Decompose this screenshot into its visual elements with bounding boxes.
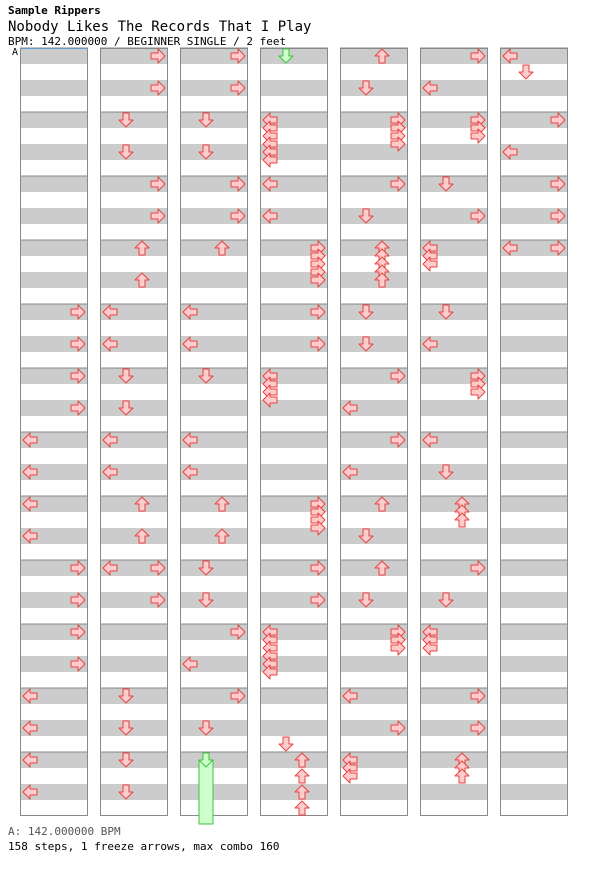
beat-stripe <box>500 656 568 672</box>
measure <box>20 48 88 96</box>
song-title: Nobody Likes The Records That I Play <box>8 19 312 35</box>
beat-stripe <box>340 528 408 544</box>
beat-stripe <box>500 80 568 96</box>
beat-stripe <box>100 624 168 640</box>
beat-stripe <box>340 560 408 576</box>
measure <box>20 112 88 160</box>
beat-stripe <box>100 656 168 672</box>
beat-stripe <box>340 784 408 800</box>
beat-stripe <box>340 592 408 608</box>
beat-stripe <box>500 464 568 480</box>
beat-stripe <box>100 144 168 160</box>
beat-stripe <box>500 304 568 320</box>
measure <box>100 752 168 800</box>
beat-stripe <box>500 784 568 800</box>
beat-stripe <box>260 752 328 768</box>
measure <box>100 112 168 160</box>
measure <box>500 752 568 800</box>
up-arrow-note <box>455 513 469 527</box>
beat-stripe <box>500 272 568 288</box>
chart-column <box>20 48 88 816</box>
beat-stripe <box>180 496 248 512</box>
beat-stripe <box>100 496 168 512</box>
beat-stripe <box>20 176 88 192</box>
beat-stripe <box>260 784 328 800</box>
up-arrow-note <box>295 769 309 783</box>
beat-stripe <box>340 656 408 672</box>
measure <box>340 496 408 544</box>
freeze-arrow-body <box>199 760 213 824</box>
beat-stripe <box>180 720 248 736</box>
beat-stripe <box>340 336 408 352</box>
chart-column <box>100 48 168 816</box>
beat-stripe <box>340 240 408 256</box>
measure <box>500 688 568 736</box>
measure <box>180 112 248 160</box>
measure <box>500 304 568 352</box>
beat-stripe <box>180 752 248 768</box>
beat-stripe <box>100 688 168 704</box>
beat-stripe <box>260 688 328 704</box>
measure <box>260 688 328 736</box>
beat-stripe <box>500 400 568 416</box>
measure <box>180 496 248 544</box>
beat-stripe <box>420 272 488 288</box>
beat-stripe <box>500 752 568 768</box>
beat-stripe <box>260 464 328 480</box>
measure <box>180 240 248 288</box>
beat-stripe <box>260 80 328 96</box>
chart-column <box>260 48 328 816</box>
measure <box>420 496 488 544</box>
measure <box>420 752 488 800</box>
bpm-marker-label: A <box>12 47 19 58</box>
beat-stripe <box>20 240 88 256</box>
beat-stripe <box>500 560 568 576</box>
beat-stripe <box>100 368 168 384</box>
measure <box>100 688 168 736</box>
beat-stripe <box>500 496 568 512</box>
beat-stripe <box>340 496 408 512</box>
measure <box>340 560 408 608</box>
measure <box>260 432 328 480</box>
beat-stripe <box>340 208 408 224</box>
measure <box>20 176 88 224</box>
chart-stats: 158 steps, 1 freeze arrows, max combo 160 <box>8 840 280 853</box>
beat-stripe <box>100 112 168 128</box>
beat-stripe <box>100 240 168 256</box>
beat-stripe <box>420 144 488 160</box>
measure <box>180 368 248 416</box>
beat-stripe <box>500 336 568 352</box>
bpm-legend: A: 142.000000 BPM <box>8 825 121 838</box>
beat-stripe <box>420 304 488 320</box>
beat-stripe <box>260 48 328 64</box>
up-arrow-note <box>295 801 309 815</box>
beat-stripe <box>20 272 88 288</box>
chart-column <box>340 48 408 816</box>
beat-stripe <box>180 528 248 544</box>
beat-stripe <box>500 368 568 384</box>
beat-stripe <box>340 48 408 64</box>
beat-stripe <box>180 560 248 576</box>
chart-column <box>500 48 568 816</box>
chart-column <box>180 48 248 824</box>
measure <box>500 432 568 480</box>
beat-stripe <box>420 656 488 672</box>
measure <box>500 624 568 672</box>
down-arrow-note <box>519 65 533 79</box>
measure <box>180 752 248 800</box>
beat-stripe <box>260 720 328 736</box>
beat-stripe <box>20 144 88 160</box>
measure <box>100 240 168 288</box>
beat-stripe <box>500 528 568 544</box>
beat-stripe <box>100 400 168 416</box>
measure <box>100 368 168 416</box>
beat-stripe <box>180 144 248 160</box>
song-artist: Sample Rippers <box>8 4 101 17</box>
beat-stripe <box>180 112 248 128</box>
up-arrow-note <box>455 769 469 783</box>
beat-stripe <box>180 400 248 416</box>
down-arrow-note <box>279 737 293 751</box>
beat-stripe <box>180 240 248 256</box>
beat-stripe <box>180 592 248 608</box>
measure <box>100 624 168 672</box>
beat-stripe <box>500 688 568 704</box>
beat-stripe <box>20 208 88 224</box>
measure <box>340 48 408 96</box>
measure <box>100 496 168 544</box>
beat-stripe <box>260 432 328 448</box>
beat-stripe <box>180 272 248 288</box>
beat-stripe <box>100 528 168 544</box>
chart-info: BPM: 142.000000 / BEGINNER SINGLE / 2 feet <box>8 35 287 48</box>
beat-stripe <box>340 272 408 288</box>
beat-stripe <box>420 400 488 416</box>
measure <box>500 496 568 544</box>
beat-stripe <box>500 592 568 608</box>
beat-stripe <box>20 80 88 96</box>
measure <box>500 368 568 416</box>
measure <box>20 240 88 288</box>
beat-stripe <box>420 752 488 768</box>
beat-stripe <box>180 784 248 800</box>
beat-stripe <box>500 432 568 448</box>
measure <box>340 240 408 288</box>
beat-stripe <box>20 112 88 128</box>
beat-stripe <box>100 720 168 736</box>
beat-stripe <box>340 304 408 320</box>
beat-stripe <box>340 80 408 96</box>
beat-stripe <box>420 496 488 512</box>
measure <box>260 752 328 800</box>
beat-stripe <box>500 720 568 736</box>
beat-stripe <box>420 528 488 544</box>
beat-stripe <box>100 272 168 288</box>
measure <box>260 48 328 96</box>
beat-stripe <box>180 368 248 384</box>
beat-stripe <box>420 592 488 608</box>
beat-stripe <box>420 784 488 800</box>
measure <box>500 560 568 608</box>
chart-column <box>420 48 488 816</box>
measure <box>180 560 248 608</box>
beat-stripe <box>500 624 568 640</box>
measure <box>340 304 408 352</box>
beat-stripe <box>100 784 168 800</box>
beat-stripe <box>100 752 168 768</box>
beat-stripe <box>20 48 88 64</box>
beat-stripe <box>420 464 488 480</box>
beat-stripe <box>420 176 488 192</box>
